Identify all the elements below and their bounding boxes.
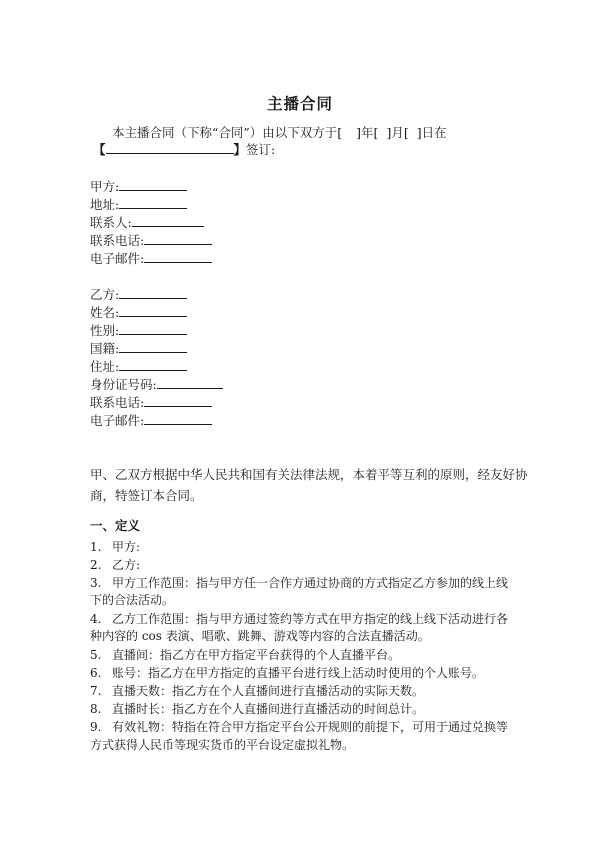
item-number: 4. — [90, 612, 102, 626]
page-title: 主播合同 — [266, 94, 333, 113]
item-text: 甲方工作范围：指与甲方任一合作方通过协商的方式指定乙方参加的线上线 — [112, 576, 509, 590]
intro-text-a: 本主播合同（下称“合同”）由以下双方于[ — [112, 125, 343, 140]
field-blank[interactable] — [119, 178, 187, 191]
definition-item — [90, 556, 140, 573]
intro-text-b: ]年[ — [356, 125, 379, 140]
party-a-field — [90, 231, 212, 249]
signing-place-blank[interactable] — [106, 142, 234, 154]
item-text: 有效礼物：特指在符合甲方指定平台公开规则的前提下，可用于通过兑换等 — [112, 720, 509, 734]
item-number: 1. — [90, 540, 102, 554]
definition-item — [90, 646, 400, 663]
field-label: 联系人: — [90, 215, 132, 230]
field-blank[interactable] — [144, 394, 212, 407]
item-text: 账号：指乙方在甲方指定的直播平台进行线上活动时使用的个人账号。 — [112, 666, 485, 680]
definition-item — [90, 574, 508, 591]
intro-line-2 — [93, 140, 275, 158]
field-label: 甲方: — [90, 179, 120, 194]
field-blank[interactable] — [119, 286, 187, 299]
definition-item — [90, 610, 508, 627]
field-label: 电子邮件: — [90, 251, 145, 266]
party-b-field — [90, 411, 212, 429]
field-label: 住址: — [90, 359, 120, 374]
item-number: 8. — [90, 702, 102, 716]
party-b-field — [90, 357, 187, 375]
definition-item — [90, 700, 424, 717]
intro-bracket-open: 【 — [93, 142, 106, 157]
field-label: 电子邮件: — [90, 413, 145, 428]
definition-item — [90, 664, 484, 681]
intro-text-d: ]日在 — [416, 125, 447, 140]
party-b-field — [90, 375, 223, 393]
field-label: 身份证号码: — [90, 377, 157, 392]
item-number: 6. — [90, 666, 102, 680]
field-label: 联系电话: — [90, 233, 145, 248]
definition-item — [90, 718, 508, 735]
item-continuation: 下的合法活动。 — [90, 593, 175, 607]
item-number: 9. — [90, 720, 102, 734]
field-label: 联系电话: — [90, 395, 145, 410]
intro-text-c: ]月[ — [386, 125, 409, 140]
field-label: 国籍: — [90, 341, 120, 356]
item-text: 乙方: — [112, 558, 141, 572]
field-blank[interactable] — [157, 376, 223, 389]
party-a-field — [90, 177, 187, 195]
item-number: 5. — [90, 648, 102, 662]
item-text: 直播间：指乙方在甲方指定平台获得的个人直播平台。 — [112, 648, 401, 662]
definition-item — [90, 682, 424, 699]
field-blank[interactable] — [144, 412, 212, 425]
field-blank[interactable] — [119, 322, 187, 335]
party-a-field — [90, 213, 204, 231]
intro-line-1 — [112, 123, 447, 141]
item-number: 2. — [90, 558, 102, 572]
party-b-field — [90, 321, 187, 339]
field-blank[interactable] — [119, 304, 187, 317]
intro-bracket-close: 】 — [233, 142, 247, 157]
party-b-field — [90, 303, 187, 321]
field-label: 乙方: — [90, 287, 120, 302]
party-a-field — [90, 249, 212, 267]
field-label: 性别: — [90, 323, 120, 338]
field-blank[interactable] — [119, 358, 187, 371]
item-number: 7. — [90, 684, 102, 698]
intro-sign-text: 签订: — [246, 142, 276, 157]
item-number: 3. — [90, 576, 102, 590]
item-text: 直播天数：指乙方在个人直播间进行直播活动的实际天数。 — [112, 684, 425, 698]
item-continuation: 方式获得人民币等现实货币的平台设定虚拟礼物。 — [90, 738, 355, 752]
item-text: 乙方工作范围：指与甲方通过签约等方式在甲方指定的线上线下活动进行各 — [112, 612, 509, 626]
field-blank[interactable] — [132, 214, 204, 227]
field-blank[interactable] — [119, 340, 187, 353]
field-label: 姓名: — [90, 305, 120, 320]
item-text: 甲方: — [112, 540, 141, 554]
item-continuation: 种内容的 cos 表演、唱歌、跳舞、游戏等内容的合法直播活动。 — [90, 629, 430, 643]
party-b-field — [90, 339, 187, 357]
party-b-field — [90, 285, 187, 303]
party-a-field — [90, 195, 187, 213]
field-label: 地址: — [90, 197, 120, 212]
party-b-field — [90, 393, 212, 411]
field-blank[interactable] — [119, 196, 187, 209]
item-text: 直播时长：指乙方在个人直播间进行直播活动的时间总计。 — [112, 702, 425, 716]
section-heading: 一、定义 — [90, 518, 141, 533]
field-blank[interactable] — [144, 232, 212, 245]
preamble-line-1: 甲、乙双方根据中华人民共和国有关法律法规，本着平等互利的原则，经友好协 — [90, 467, 528, 482]
definition-item — [90, 538, 140, 555]
field-blank[interactable] — [144, 250, 212, 263]
preamble-line-2: 商，特签订本合同。 — [90, 488, 203, 503]
